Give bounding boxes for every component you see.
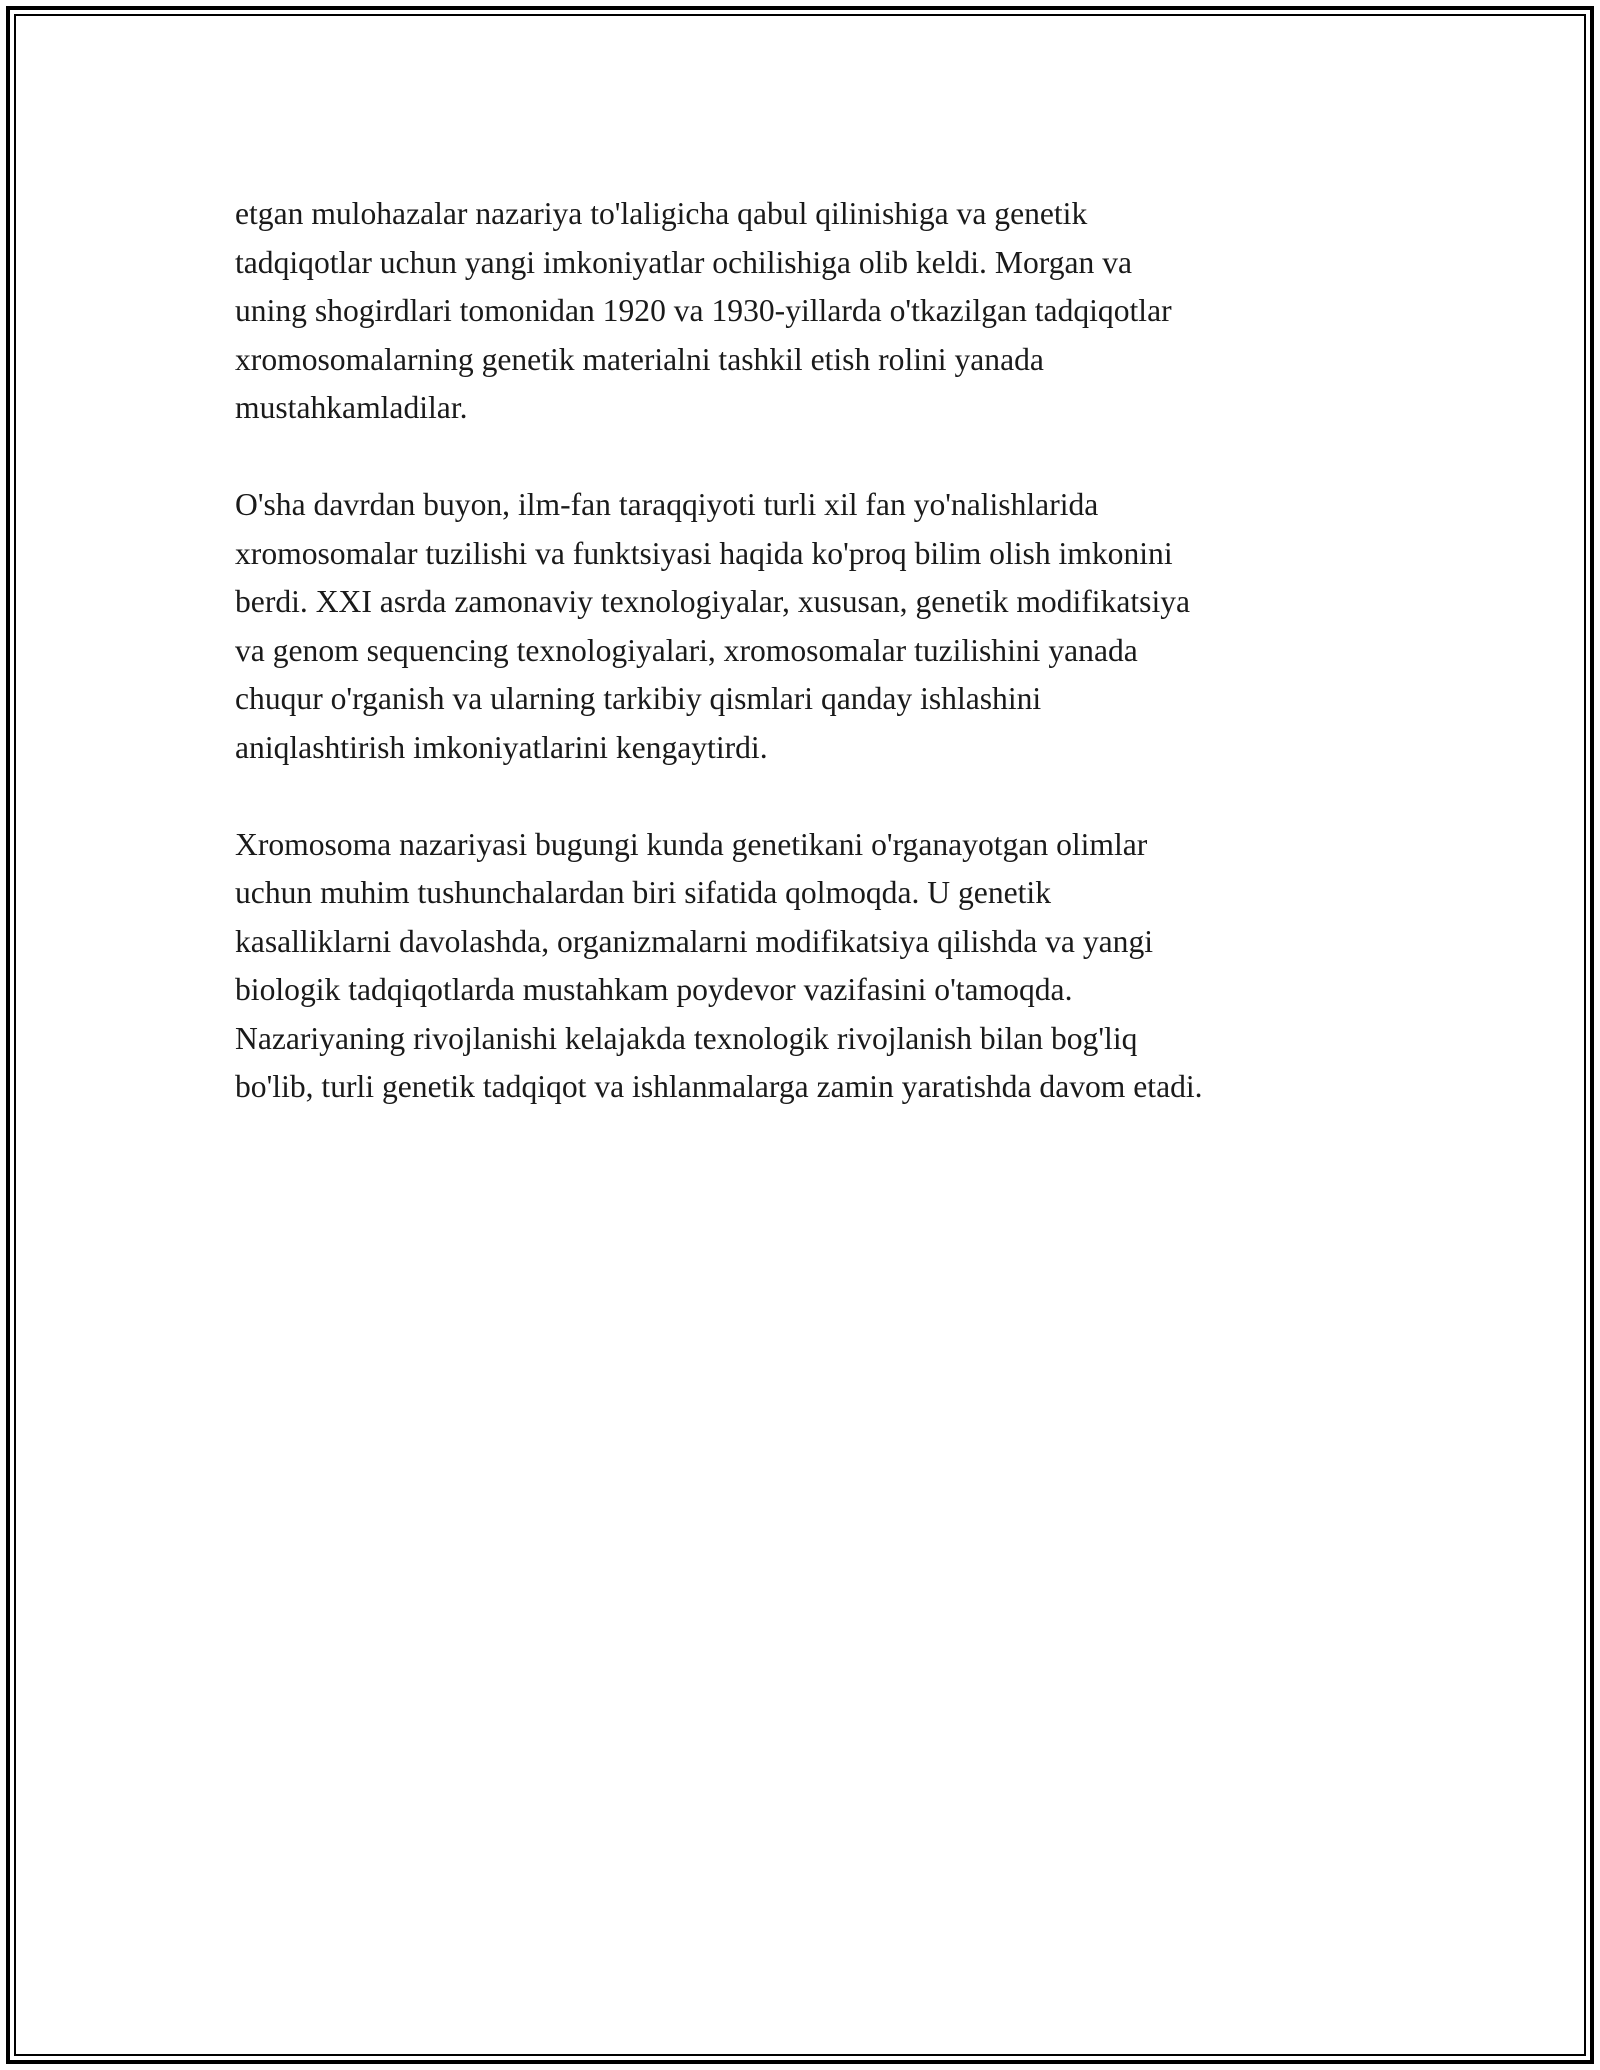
paragraph-line: Xromosoma nazariyasi bugungi kunda genetikani o'rganayotgan olimlar [235,826,1148,862]
paragraph-line: chuqur o'rganish va ularning tarkibiy qismlari qanday ishlashini [235,681,1042,716]
paragraph-line: bo'lib, turli genetik tadqiqot va ishlanmalarga zamin yaratishda davom etadi. [235,1069,1203,1104]
paragraph-line: Nazariyaning rivojlanishi kelajakda texnologik rivojlanish bilan bog'liq [235,1020,1138,1056]
paragraph-line: aniqlashtirish imkoniyatlarini kengaytirdi. [235,729,768,765]
paragraph-line: tadqiqotlar uchun yangi imkoniyatlar ochilishiga olib keldi. Morgan va [235,244,1133,280]
paragraph-1 [235,190,1380,433]
paragraph-line: uchun muhim tushunchalardan biri sifatida qolmoqda. U genetik [235,875,1051,910]
paragraph-line: biologik tadqiqotlarda mustahkam poydevor vazifasini o'tamoqda. [235,972,1073,1007]
paragraph-line: uning shogirdlari tomonidan 1920 va 1930-yillarda o'tkazilgan tadqiqotlar [235,293,1172,328]
paragraph-2 [235,481,1380,772]
paragraph-line: etgan mulohazalar nazariya to'laligicha qabul qilinishiga va genetik [235,196,1088,231]
paragraph-3 [235,821,1380,1112]
paragraph-line: berdi. XXI asrda zamonaviy texnologiyalar, xususan, genetik modifikatsiya [235,584,1191,619]
paragraph-line: kasalliklarni davolashda, organizmalarni modifikatsiya qilishda va yangi [235,923,1154,959]
paragraph-line: xromosomalar tuzilishi va funktsiyasi haqida ko'proq bilim olish imkonini [235,535,1173,571]
paragraph-line: va genom sequencing texnologiyalari, xromosomalar tuzilishini yanada [235,632,1138,668]
paragraph-line: O'sha davrdan buyon, ilm-fan taraqqiyoti turli xil fan yo'nalishlarida [235,487,1099,522]
paragraph-line: xromosomalarning genetik materialni tashkil etish rolini yanada [235,341,1044,377]
document-body [235,190,1380,1160]
paragraph-line: mustahkamladilar. [235,390,468,425]
